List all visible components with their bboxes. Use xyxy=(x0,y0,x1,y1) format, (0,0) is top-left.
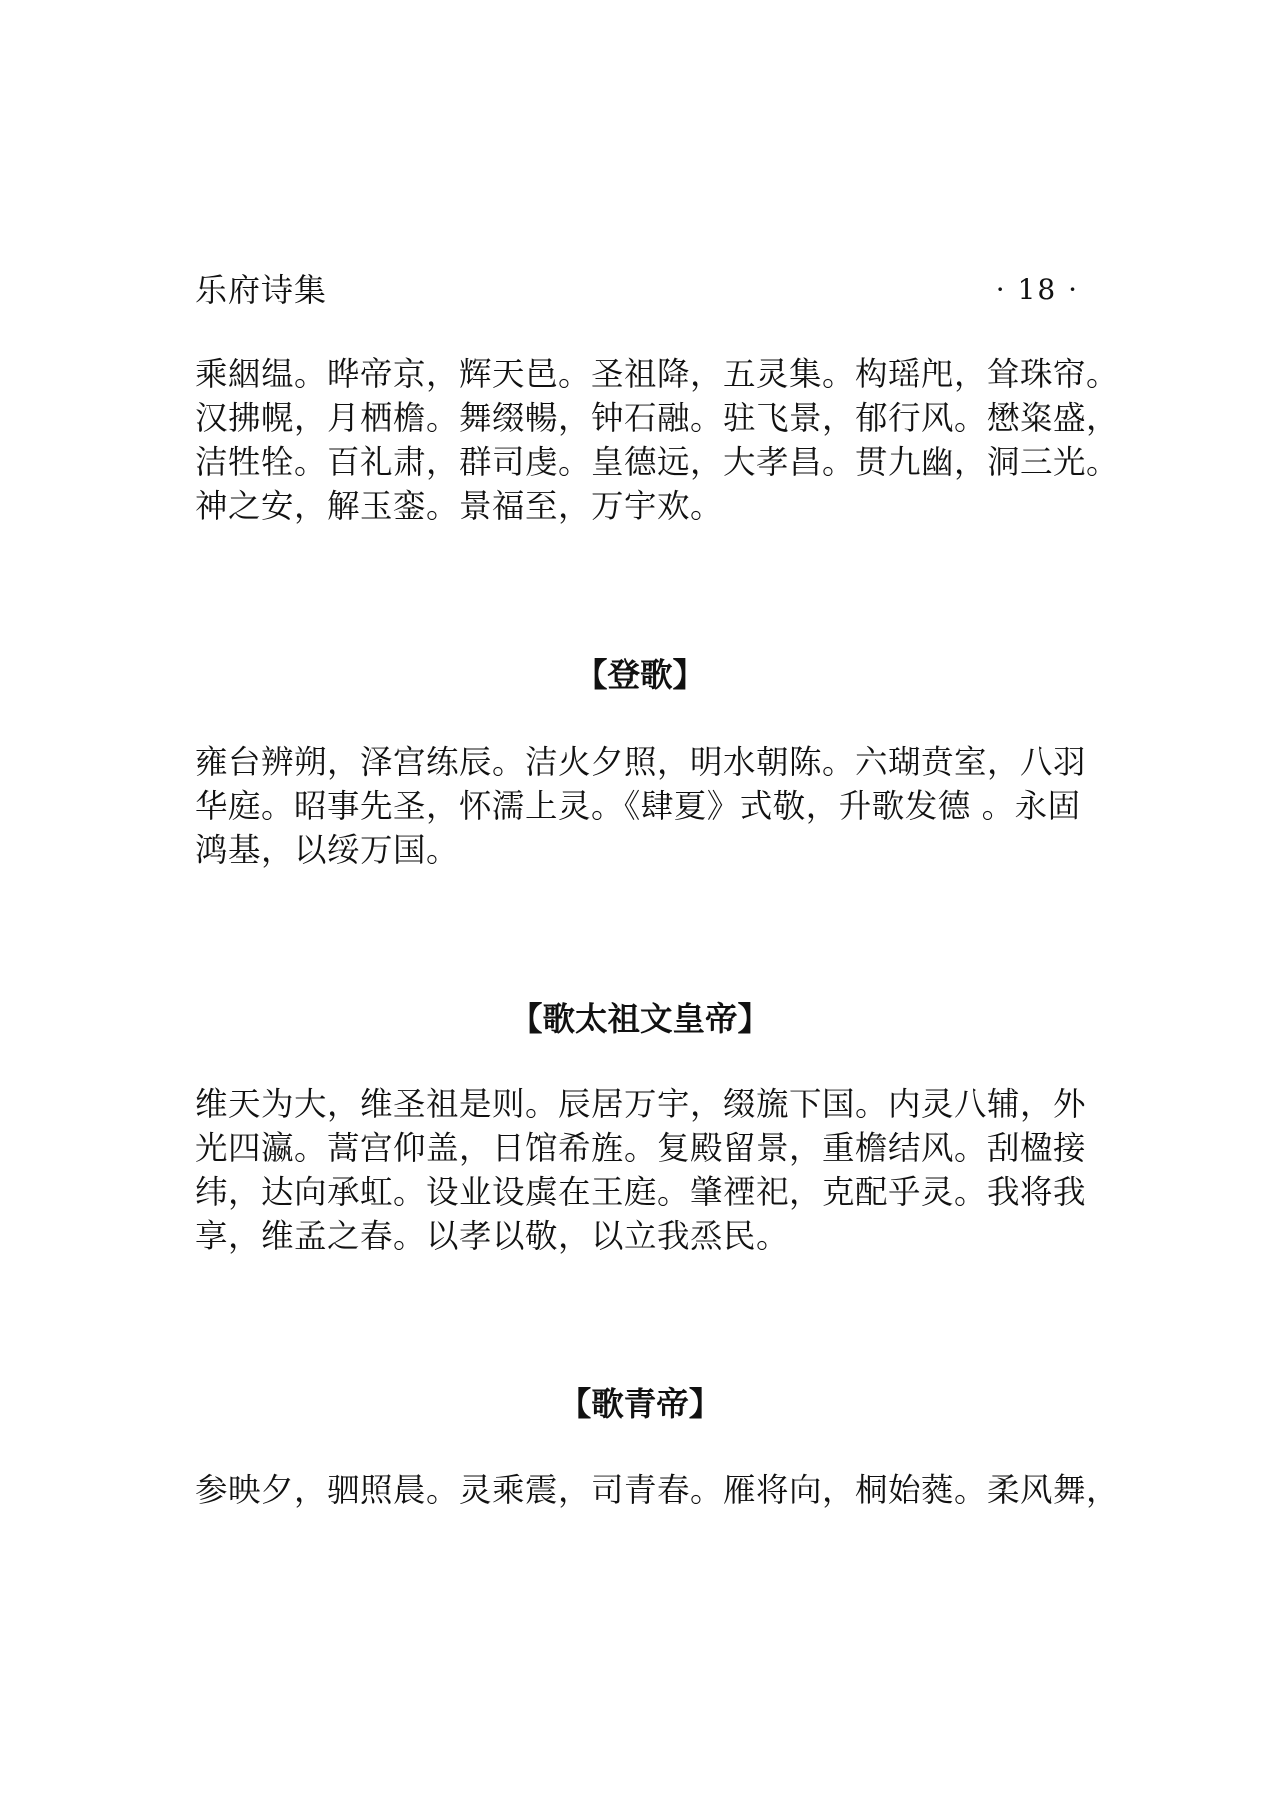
running-header xyxy=(195,268,1079,312)
section-heading: 【登歌】 xyxy=(574,655,705,694)
poem-paragraph: 参映夕，驷照晨。灵乘震，司青春。雁将向，桐始蕤。柔风舞， xyxy=(195,1471,1120,1509)
section-heading: 【歌青帝】 xyxy=(558,1384,722,1423)
poem-paragraph: 乘絪缊。晔帝京，辉天邑。圣祖降，五灵集。构瑶戺，耸珠帘。汉拂幌，月栖檐。舞缀暢，钟石融。驻飞景，郁行风。懋粢盛，洁牲牷。百礼肃，群司虔。皇德远，大孝昌。贯九幽，洞三光。神之安，解玉銮。景福至，万宇欢。 xyxy=(195,355,1120,525)
page-number: · 18 · xyxy=(995,273,1079,306)
section-heading: 【歌太祖文皇帝】 xyxy=(509,999,770,1038)
poem-paragraph: 维天为大，维圣祖是则。辰居万宇，缀旒下国。内灵八辅，外光四瀛。蒿宫仰盖，日馆希旌。复殿留景，重檐结风。刮楹接纬，达向承虹。设业设虡在王庭。肇禋祀，克配乎灵。我将我享，维孟之春。以孝以敬，以立我烝民。 xyxy=(195,1085,1087,1255)
poem-paragraph: 雍台辨朔，泽宫练辰。洁火夕照，明水朝陈。六瑚贲室，八羽华庭。昭事先圣，怀濡上灵。《肆夏》式敬，升歌发德 。永固鸿基，以绥万国。 xyxy=(195,743,1087,869)
book-title: 乐府诗集 xyxy=(195,271,328,309)
